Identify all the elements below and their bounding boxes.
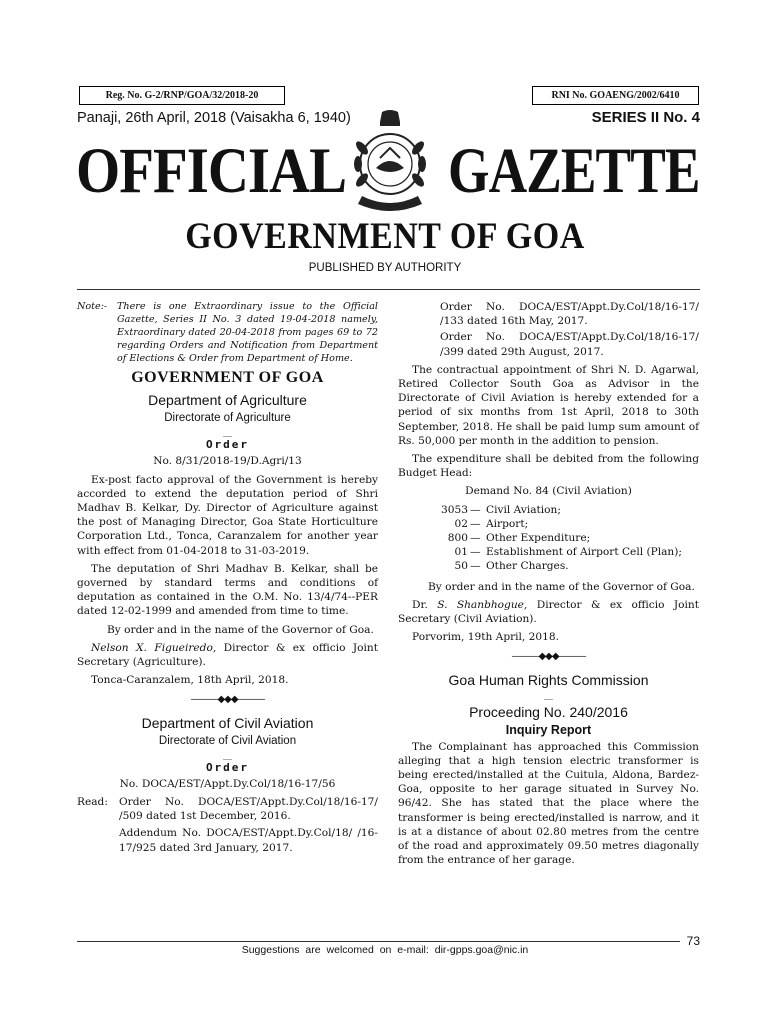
directorate-civil-aviation: Directorate of Civil Aviation [158,734,297,747]
read-text: Addendum No. DOCA/EST/Appt.Dy.Col/18/ /16-17/925 dated 3rd January, 2017. [119,827,378,854]
read-label: Read: [77,796,108,809]
dash-divider: __ [223,749,232,760]
signatory-name: Nelson X. Figueiredo, [91,641,217,654]
proceeding-number: Proceeding No. 240/2016 [469,703,628,720]
order-heading: Order [205,438,250,452]
inquiry-report-heading: Inquiry Report [505,722,592,737]
place-date: Tonca-Caranzalem, 18th April, 2018. [91,674,289,687]
read-text: Order No. DOCA/EST/Appt.Dy.Col/18/16-17/ /399 dated 29th August, 2017. [440,331,699,358]
goa-emblem-icon [340,108,440,218]
rni-number: RNI No. GOAENG/2002/6410 [532,86,699,105]
series-number: SERIES II No. 4 [591,109,700,126]
inquiry-paragraph: The Complainant has approached this Commission alleging that a high tension electric transformer is being erected/installed at the Cuitula, Aldona, Bardez-Goa, opposite to her garage situated in Survey No. 96/42. She has stated that the place where the transformer is being erected/installed is narrow, and it is at a distance of about 02.80 metres from the centre of the road and approximately 09.50 metres diagonally from the entrance of her garage. [398,740,699,867]
budget-code: 3053 [441,503,468,516]
page-number: 73 [686,934,700,948]
read-reference-2 [77,826,378,854]
footer-rule [77,941,680,942]
dash-divider: __ [223,427,232,438]
read-text: Order No. DOCA/EST/Appt.Dy.Col/18/16-17/ /133 dated 16th May, 2017. [440,301,699,328]
dash-divider: __ [544,689,553,700]
budget-code: 50 [454,560,468,573]
note-text: There is one Extraordinary issue to the Official Gazette, Series II No. 3 dated 19-04-2018 namely, Extraordinary dated 20-04-2018 from pages 69 to 72 regarding Orders and Notification from Department of Elections & Order from Department of Home. [117,301,378,364]
budget-text: Airport; [486,517,529,530]
department-civil-aviation: Department of Civil Aviation [141,714,314,731]
demand-number: Demand No. 84 (Civil Aviation) [465,485,632,498]
right-column [398,300,699,872]
department-agriculture: Department of Agriculture [148,392,307,409]
order-number: No. DOCA/EST/Appt.Dy.Col/18/16-17/56 [119,777,336,790]
signature [77,641,378,669]
section-heading-government: GOVERNMENT OF GOA [131,369,324,386]
order-paragraph-2: The deputation of Shri Madhav B. Kelkar, shall be governed by standard terms and conditions of deputation as contained in the O.M. No. 13/4/74--PER dated 12-02-1999 and amended from time to time. [77,562,378,618]
budget-dash: — [470,517,481,530]
registration-number: Reg. No. G-2/RNP/GOA/32/2018-20 [79,86,285,105]
note-label: Note:- [77,301,108,312]
budget-text: Other Charges. [486,560,569,573]
note [77,300,378,365]
signatory-title: Director & ex officio Joint Secretary (Civil Aviation). [398,598,699,626]
budget-code: 02 [454,517,468,530]
government-of-goa-title: GOVERNMENT OF GOA [185,216,585,257]
budget-code: 800 [447,532,468,545]
by-order-text: By order and in the name of the Governor of Goa. [107,623,374,636]
left-column [77,300,378,855]
order-paragraph-1: Ex-post facto approval of the Government is hereby accorded to extend the deputation period of Shri Madhav B. Kelkar, Dy. Director of Agriculture against the post of Managing Director, Goa State Horticulture Corporation Ltd., Tonca, Caranzalem for another year with effect from 01-04-2018 to 31-03-2019. [77,473,378,557]
signature: Dr. S. Shanbhogue, Director & ex officio Joint Secretary (Civil Aviation). [398,598,699,626]
read-reference-3 [398,300,699,328]
budget-head-list [398,503,699,574]
by-order-text: By order and in the name of the Governor of Goa. [428,580,695,593]
footer-suggestions: Suggestions are welcomed on e-mail: dir-gpps.goa@nic.in [241,944,529,956]
section-separator: ———◆◆◆——— [511,651,586,663]
publication-date: Panaji, 26th April, 2018 (Vaisakha 6, 1940) [77,110,351,126]
signatory-title: Director & ex officio Joint Secretary (Agriculture). [77,641,378,669]
order-heading: Order [205,760,250,774]
read-reference-4 [398,330,699,358]
directorate-agriculture: Directorate of Agriculture [164,412,291,425]
signatory-name: S. Shanbhogue, [437,598,528,611]
place-date: Porvorim, 19th April, 2018. [412,631,559,644]
masthead-official: OFFICIAL [76,133,347,207]
budget-text: Other Expenditure; [486,532,591,545]
budget-dash: — [470,503,481,516]
read-reference-1 [77,795,378,823]
budget-text: Civil Aviation; [486,503,561,516]
budget-text: Establishment of Airport Cell (Plan); [486,546,682,559]
order-number: No. 8/31/2018-19/D.Agri/13 [153,455,302,468]
header-rule [77,289,700,290]
budget-dash: — [470,546,481,559]
budget-dash: — [470,532,481,545]
budget-dash: — [470,560,481,573]
published-by-authority: PUBLISHED BY AUTHORITY [308,262,462,274]
read-text: Order No. DOCA/EST/Appt.Dy.Col/18/16-17/ /509 dated 1st December, 2016. [119,796,378,823]
masthead-gazette: GAZETTE [448,133,700,207]
commission-heading: Goa Human Rights Commission [448,671,649,688]
aviation-paragraph-1: The contractual appointment of Shri N. D. Agarwal, Retired Collector South Goa as Advisor in the Directorate of Civil Aviation is hereby extended for a period of six months from 1st April, 2018 to 30th September, 2018. He shall be paid lump sum amount of Rs. 50,000 per month in the addition to pension. [398,363,699,447]
budget-code: 01 [454,546,468,559]
aviation-paragraph-2: The expenditure shall be debited from the following Budget Head: [398,453,699,480]
section-separator: ———◆◆◆——— [190,694,265,706]
